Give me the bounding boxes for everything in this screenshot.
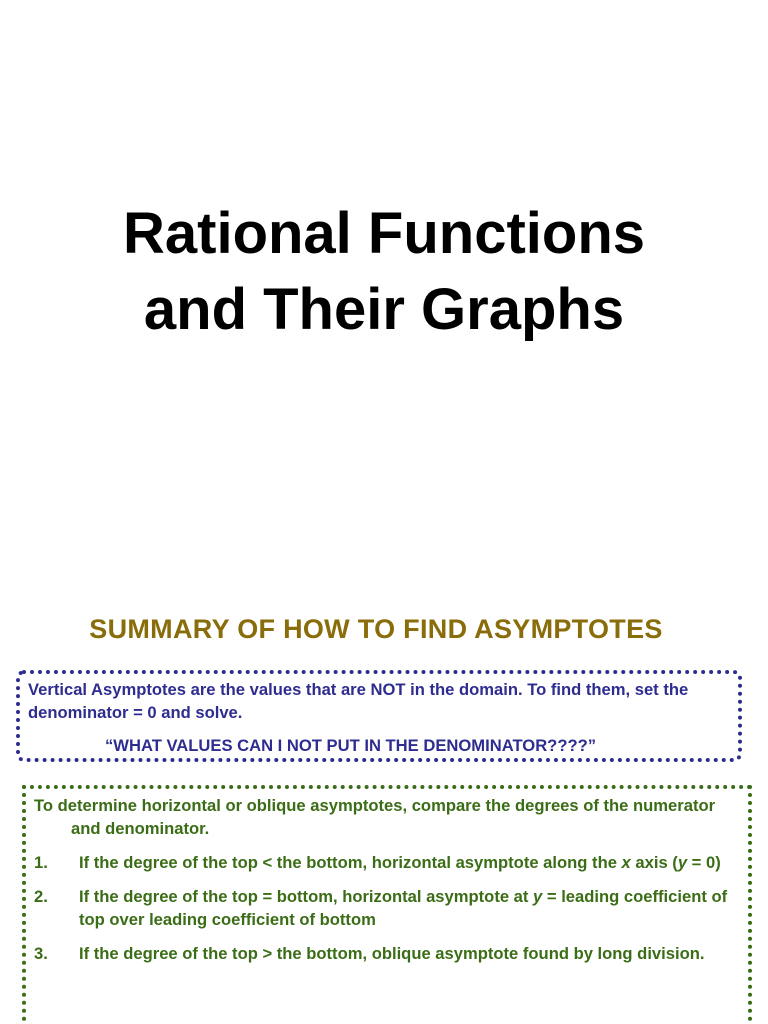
rule-variable: y bbox=[533, 887, 543, 906]
rule-text: If the degree of the top > the bottom, oblique asymptote found by long division. bbox=[79, 944, 705, 963]
rule-text-after: = leading coefficient of top over leading coefficient of bottom bbox=[79, 887, 728, 929]
rule-number: 2. bbox=[34, 887, 48, 906]
slide-title bbox=[0, 196, 768, 348]
horizontal-oblique-intro: To determine horizontal or oblique asymptotes, compare the degrees of the numerator and denominator. bbox=[34, 796, 716, 838]
rule-number: 3. bbox=[34, 944, 48, 963]
vertical-asymptote-quote: “WHAT VALUES CAN I NOT PUT IN THE DENOMINATOR????” bbox=[105, 736, 597, 755]
horizontal-oblique-box bbox=[22, 785, 752, 1024]
title-line-1: Rational Functions bbox=[123, 201, 645, 266]
rule-item-1 bbox=[34, 851, 738, 874]
rule-text-before: If the degree of the top < the bottom, horizontal asymptote along the bbox=[79, 853, 622, 872]
vertical-asymptote-text: Vertical Asymptotes are the values that are NOT in the domain. To find them, set the denominator = 0 and solve. bbox=[28, 680, 689, 722]
summary-heading: SUMMARY OF HOW TO FIND ASYMPTOTES bbox=[89, 614, 663, 644]
rule-variable: y bbox=[677, 853, 688, 872]
rule-number: 1. bbox=[34, 853, 48, 872]
rule-text-middle: axis ( bbox=[630, 853, 678, 872]
title-line-2: and Their Graphs bbox=[143, 277, 625, 342]
rule-text-before: If the degree of the top = bottom, horizontal asymptote at bbox=[79, 887, 534, 906]
rule-text-after: = 0) bbox=[687, 853, 721, 872]
rule-item-2 bbox=[34, 885, 738, 931]
vertical-asymptote-box bbox=[16, 670, 742, 762]
rule-variable: x bbox=[621, 853, 631, 872]
rule-item-3 bbox=[34, 942, 738, 965]
